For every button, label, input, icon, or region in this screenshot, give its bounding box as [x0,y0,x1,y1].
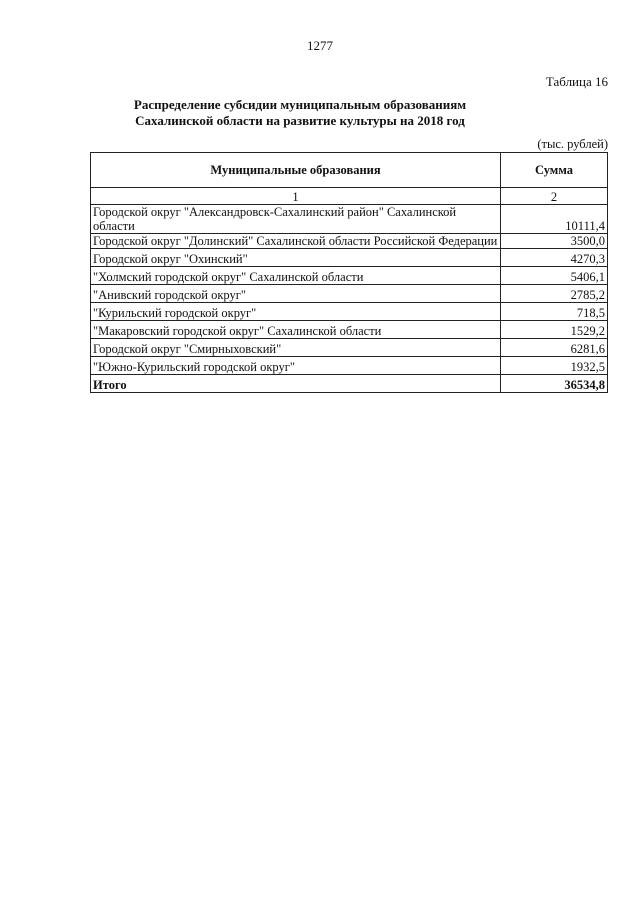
header-amount: Сумма [501,153,608,188]
units-label: (тыс. рублей) [537,137,608,151]
amount-cell: 1932,5 [501,357,608,375]
municipality-name: "Макаровский городской округ" Сахалинской области [91,321,501,339]
table-row [91,303,608,321]
total-row [91,375,608,393]
page-number: 1277 [307,38,333,53]
column-number: 2 [501,188,608,205]
amount-cell: 1529,2 [501,321,608,339]
amount-cell: 10111,4 [501,205,608,234]
municipality-name: Городской округ "Охинский" [91,249,501,267]
table-row [91,357,608,375]
total-label: Итого [91,375,501,393]
municipality-name: "Холмский городской округ" Сахалинской области [91,267,501,285]
table-row [91,205,608,234]
total-amount: 36534,8 [501,375,608,393]
table-row [91,234,608,249]
subsidy-table [90,152,608,393]
column-number-row [91,188,608,205]
municipality-name: "Южно-Курильский городской округ" [91,357,501,375]
table-row [91,267,608,285]
amount-cell: 2785,2 [501,285,608,303]
document-title: Распределение субсидии муниципальным образованиям Сахалинской области на развитие культуры на 2018 год [133,97,467,128]
amount-cell: 6281,6 [501,339,608,357]
header-municipalities: Муниципальные образования [91,153,501,188]
amount-cell: 718,5 [501,303,608,321]
table-header-row [91,153,608,188]
municipality-name: Городской округ "Александровск-Сахалинский район" Сахалинской области [91,205,501,234]
municipality-name: "Курильский городской округ" [91,303,501,321]
table-row [91,321,608,339]
municipality-name: Городской округ "Долинский" Сахалинской области Российской Федерации [91,234,501,249]
municipality-name: "Анивский городской округ" [91,285,501,303]
table-row [91,339,608,357]
amount-cell: 3500,0 [501,234,608,249]
table-row [91,285,608,303]
amount-cell: 4270,3 [501,249,608,267]
table-label: Таблица 16 [545,74,608,89]
table-row [91,249,608,267]
amount-cell: 5406,1 [501,267,608,285]
municipality-name: Городской округ "Смирныховский" [91,339,501,357]
column-number: 1 [91,188,501,205]
